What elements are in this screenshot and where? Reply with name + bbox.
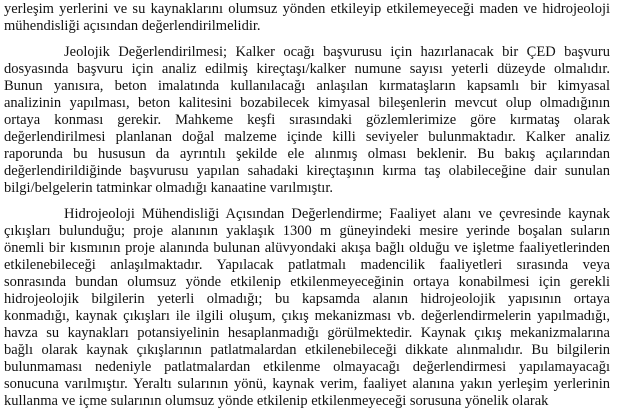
text-line: etkilenebileceği anlaşılmaktadır. Yapılacak patlatmalı madencilik faaliyetleri sırasında veya bbox=[4, 257, 610, 273]
text-line: raporunda bu hususun da ayrıntılı şekilde ele alınmış olması beklenir. Bu bakış açılarından bbox=[4, 146, 610, 162]
text-line: analizinin yapılması, beton kalitesini bozabilecek kimyasal bileşenlerin mevcut olup olmadığının bbox=[4, 95, 610, 111]
paragraph-geological-evaluation bbox=[4, 44, 610, 197]
text-line: değerlendirildiğinde başvurusu yapılan sahadaki kireçtaşının kırma taş olabileceğine dair sunulan bbox=[4, 163, 610, 179]
text-line: bulunmaması nedeniyle patlatmalardan etkilenme olmayacağı değerlendirmesi yapılamayacağı bbox=[4, 359, 610, 375]
text-line: mühendisliği açısından değerlendirilmelidir. bbox=[4, 18, 261, 34]
text-line: ortaya konması gerekir. Mahkeme keşfi sırasındaki gözlemlerimize göre kırmataş olarak bbox=[4, 112, 610, 128]
text-line: bilgi/belgelerin tatminkar olmadığı kanaatine varılmıştır. bbox=[4, 180, 333, 196]
text-line: dosyasında başvuru için analiz edilmiş kireçtaşı/kalker numune sayısı yeterli düzeyde olmalıdır. bbox=[4, 61, 610, 77]
text-line: sonrasında bundan olumsuz yönde etkilenip etkilenmeyeceğinin ortaya konabilmesi için gerekli bbox=[4, 274, 610, 290]
text-line: sonucuna varılmıştır. Yeraltı sularının yönü, kaynak verim, faaliyet alanına yakın yerleşim yerlerinin bbox=[4, 376, 610, 392]
text-line: kullanma ve içme sularının olumsuz yönde etkilenip etkilenmeyeceği sorusuna yönelik olarak bbox=[4, 393, 549, 409]
text-line: havza su kaynakları potansiyelinin hesaplanmadığı görülmektedir. Kaynak çıkış mekanizmalarına bbox=[4, 325, 610, 341]
text-line: konmadığı, kaynak çıkışları ile ilgili oluşum, çıkış mekanizması vb. değerlendirmelerin yapılmadığı, bbox=[4, 308, 610, 324]
text-line: hidrojeolojik bilgilerin yeterli olmadığı; bu kapsamda alanın hidrojeolojik yapısının ortaya bbox=[4, 291, 610, 307]
text-line: çıkışları bulunduğu; proje alanının yaklaşık 1300 m güneyindeki mesire yerinde boşalan suların bbox=[4, 223, 610, 239]
text-line: Hidrojeoloji Mühendisliği Açısından Değerlendirme; Faaliyet alanı ve çevresinde kaynak bbox=[64, 206, 610, 222]
text-line: Bunun yanısıra, beton imalatında kullanılacağı anlaşılan kırmataşların kapsamlı bir kimyasal bbox=[4, 78, 610, 94]
paragraph-hydrogeological-evaluation bbox=[4, 206, 610, 410]
paragraph-continuation bbox=[4, 1, 610, 35]
document-page bbox=[4, 1, 610, 419]
text-line: değerlendirilmesi planlanan doğal malzeme içinde killi seviyeler bulunmaktadır. Kalker analiz bbox=[4, 129, 610, 145]
text-line: yerleşim yerlerini ve su kaynaklarını olumsuz yönden etkileyip etkilemeyeceği maden ve hidrojeoloji bbox=[4, 1, 610, 17]
text-line: Jeolojik Değerlendirilmesi; Kalker ocağı başvurusu için hazırlanacak bir ÇED başvuru bbox=[64, 44, 610, 60]
text-line: önemli bir kısmının proje alanında bulunan alüvyondaki akışa bağlı olduğu ve işletme faaliyetlerinden bbox=[4, 240, 610, 256]
text-line: bağlı olarak kaynak çıkışlarının patlatmalardan etkilenebileceği dikkate alınmalıdır. Bu bilgilerin bbox=[4, 342, 610, 358]
